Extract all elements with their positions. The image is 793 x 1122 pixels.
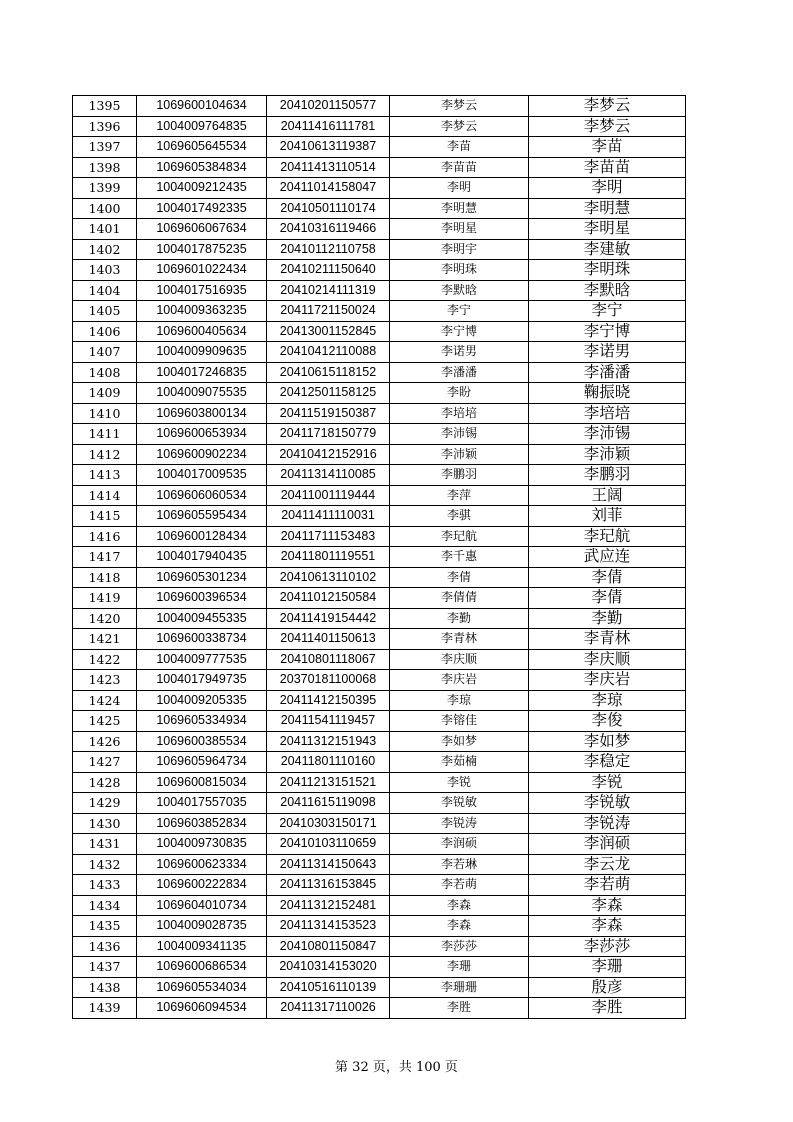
confirmed-name-cell: 李庆顺 xyxy=(529,649,686,670)
records-table xyxy=(72,95,686,1019)
table-row xyxy=(73,321,686,342)
row-number-cell: 1409 xyxy=(73,383,137,404)
exam-id-cell: 1004009075535 xyxy=(137,383,267,404)
registration-id-cell: 20411314150643 xyxy=(267,854,390,875)
confirmed-name-cell: 李苗 xyxy=(529,137,686,158)
registration-id-cell: 20411314153523 xyxy=(267,916,390,937)
registration-id-cell: 20411401150613 xyxy=(267,629,390,650)
row-number-cell: 1427 xyxy=(73,752,137,773)
registration-id-cell: 20410303150171 xyxy=(267,813,390,834)
confirmed-name-cell: 李诺男 xyxy=(529,342,686,363)
registration-id-cell: 20370181100068 xyxy=(267,670,390,691)
row-number-cell: 1400 xyxy=(73,198,137,219)
registration-id-cell: 20410516110139 xyxy=(267,977,390,998)
confirmed-name-cell: 李倩 xyxy=(529,588,686,609)
table-row xyxy=(73,834,686,855)
confirmed-name-cell: 李勤 xyxy=(529,608,686,629)
row-number-cell: 1430 xyxy=(73,813,137,834)
table-row xyxy=(73,547,686,568)
registration-id-cell: 20411801110160 xyxy=(267,752,390,773)
registered-name-cell: 李潘潘 xyxy=(390,362,529,383)
confirmed-name-cell: 李玘航 xyxy=(529,526,686,547)
table-row xyxy=(73,444,686,465)
exam-id-cell: 1069600128434 xyxy=(137,526,267,547)
registration-id-cell: 20410201150577 xyxy=(267,96,390,117)
registered-name-cell: 李宁博 xyxy=(390,321,529,342)
table-row xyxy=(73,96,686,117)
registration-id-cell: 20413001152845 xyxy=(267,321,390,342)
row-number-cell: 1426 xyxy=(73,731,137,752)
confirmed-name-cell: 李默晗 xyxy=(529,280,686,301)
registered-name-cell: 李茹楠 xyxy=(390,752,529,773)
confirmed-name-cell: 王阔 xyxy=(529,485,686,506)
exam-id-cell: 1004009455335 xyxy=(137,608,267,629)
confirmed-name-cell: 李沛颖 xyxy=(529,444,686,465)
exam-id-cell: 1069605534034 xyxy=(137,977,267,998)
exam-id-cell: 1069605301234 xyxy=(137,567,267,588)
table-row xyxy=(73,793,686,814)
registered-name-cell: 李锐涛 xyxy=(390,813,529,834)
exam-id-cell: 1069604010734 xyxy=(137,895,267,916)
row-number-cell: 1395 xyxy=(73,96,137,117)
registration-id-cell: 20410613110102 xyxy=(267,567,390,588)
table-row xyxy=(73,895,686,916)
registered-name-cell: 李萍 xyxy=(390,485,529,506)
confirmed-name-cell: 李潘潘 xyxy=(529,362,686,383)
row-number-cell: 1414 xyxy=(73,485,137,506)
confirmed-name-cell: 李森 xyxy=(529,895,686,916)
confirmed-name-cell: 李梦云 xyxy=(529,96,686,117)
registered-name-cell: 李鹏羽 xyxy=(390,465,529,486)
exam-id-cell: 1069603852834 xyxy=(137,813,267,834)
registered-name-cell: 李青林 xyxy=(390,629,529,650)
registration-id-cell: 20411001119444 xyxy=(267,485,390,506)
registration-id-cell: 20411711153483 xyxy=(267,526,390,547)
registration-id-cell: 20410501110174 xyxy=(267,198,390,219)
registered-name-cell: 李苗 xyxy=(390,137,529,158)
table-body xyxy=(73,96,686,1019)
table-row xyxy=(73,854,686,875)
row-number-cell: 1412 xyxy=(73,444,137,465)
registered-name-cell: 李倩倩 xyxy=(390,588,529,609)
table-row xyxy=(73,772,686,793)
table-row xyxy=(73,813,686,834)
registered-name-cell: 李若琳 xyxy=(390,854,529,875)
registered-name-cell: 李庆顺 xyxy=(390,649,529,670)
registered-name-cell: 李琼 xyxy=(390,690,529,711)
registered-name-cell: 李明珠 xyxy=(390,260,529,281)
registered-name-cell: 李莎莎 xyxy=(390,936,529,957)
registered-name-cell: 李千惠 xyxy=(390,547,529,568)
table-row xyxy=(73,342,686,363)
registered-name-cell: 李默晗 xyxy=(390,280,529,301)
registered-name-cell: 李如梦 xyxy=(390,731,529,752)
registered-name-cell: 李珊 xyxy=(390,957,529,978)
row-number-cell: 1418 xyxy=(73,567,137,588)
confirmed-name-cell: 李稳定 xyxy=(529,752,686,773)
row-number-cell: 1411 xyxy=(73,424,137,445)
registered-name-cell: 李骐 xyxy=(390,506,529,527)
registered-name-cell: 李玘航 xyxy=(390,526,529,547)
confirmed-name-cell: 李鹏羽 xyxy=(529,465,686,486)
registered-name-cell: 李沛颖 xyxy=(390,444,529,465)
table-row xyxy=(73,465,686,486)
registration-id-cell: 20412501158125 xyxy=(267,383,390,404)
exam-id-cell: 1069600385534 xyxy=(137,731,267,752)
registration-id-cell: 20410615118152 xyxy=(267,362,390,383)
row-number-cell: 1406 xyxy=(73,321,137,342)
confirmed-name-cell: 李锐敏 xyxy=(529,793,686,814)
confirmed-name-cell: 李胜 xyxy=(529,998,686,1019)
registration-id-cell: 20411615119098 xyxy=(267,793,390,814)
registered-name-cell: 李诺男 xyxy=(390,342,529,363)
registered-name-cell: 李梦云 xyxy=(390,96,529,117)
registration-id-cell: 20411314110085 xyxy=(267,465,390,486)
row-number-cell: 1396 xyxy=(73,116,137,137)
row-number-cell: 1436 xyxy=(73,936,137,957)
exam-id-cell: 1069601022434 xyxy=(137,260,267,281)
table-row xyxy=(73,301,686,322)
confirmed-name-cell: 李苗苗 xyxy=(529,157,686,178)
confirmed-name-cell: 李明 xyxy=(529,178,686,199)
registered-name-cell: 李明 xyxy=(390,178,529,199)
table-row xyxy=(73,998,686,1019)
registration-id-cell: 20411413110514 xyxy=(267,157,390,178)
registration-id-cell: 20411411110031 xyxy=(267,506,390,527)
table-row xyxy=(73,731,686,752)
registered-name-cell: 李梦云 xyxy=(390,116,529,137)
row-number-cell: 1438 xyxy=(73,977,137,998)
row-number-cell: 1432 xyxy=(73,854,137,875)
table-row xyxy=(73,588,686,609)
registered-name-cell: 李倩 xyxy=(390,567,529,588)
registered-name-cell: 李苗苗 xyxy=(390,157,529,178)
row-number-cell: 1439 xyxy=(73,998,137,1019)
row-number-cell: 1410 xyxy=(73,403,137,424)
confirmed-name-cell: 李珊 xyxy=(529,957,686,978)
exam-id-cell: 1069606060534 xyxy=(137,485,267,506)
registered-name-cell: 李沛锡 xyxy=(390,424,529,445)
table-row xyxy=(73,239,686,260)
table-row xyxy=(73,178,686,199)
row-number-cell: 1398 xyxy=(73,157,137,178)
registration-id-cell: 20411014158047 xyxy=(267,178,390,199)
confirmed-name-cell: 李建敏 xyxy=(529,239,686,260)
row-number-cell: 1423 xyxy=(73,670,137,691)
row-number-cell: 1428 xyxy=(73,772,137,793)
row-number-cell: 1422 xyxy=(73,649,137,670)
row-number-cell: 1437 xyxy=(73,957,137,978)
table-row xyxy=(73,690,686,711)
row-number-cell: 1421 xyxy=(73,629,137,650)
exam-id-cell: 1004009363235 xyxy=(137,301,267,322)
confirmed-name-cell: 李莎莎 xyxy=(529,936,686,957)
records-table-container xyxy=(72,95,685,1019)
exam-id-cell: 1069603800134 xyxy=(137,403,267,424)
registered-name-cell: 李锐敏 xyxy=(390,793,529,814)
table-row xyxy=(73,362,686,383)
row-number-cell: 1399 xyxy=(73,178,137,199)
registration-id-cell: 20411721150024 xyxy=(267,301,390,322)
registered-name-cell: 李珊珊 xyxy=(390,977,529,998)
exam-id-cell: 1069606067634 xyxy=(137,219,267,240)
exam-id-cell: 1069605645534 xyxy=(137,137,267,158)
exam-id-cell: 1069600396534 xyxy=(137,588,267,609)
table-row xyxy=(73,567,686,588)
confirmed-name-cell: 李森 xyxy=(529,916,686,937)
row-number-cell: 1401 xyxy=(73,219,137,240)
registration-id-cell: 20411419154442 xyxy=(267,608,390,629)
confirmed-name-cell: 李如梦 xyxy=(529,731,686,752)
registered-name-cell: 李胜 xyxy=(390,998,529,1019)
registration-id-cell: 20410613119387 xyxy=(267,137,390,158)
confirmed-name-cell: 李宁博 xyxy=(529,321,686,342)
row-number-cell: 1433 xyxy=(73,875,137,896)
table-row xyxy=(73,916,686,937)
exam-id-cell: 1004017246835 xyxy=(137,362,267,383)
registration-id-cell: 20410801118067 xyxy=(267,649,390,670)
exam-id-cell: 1004017940435 xyxy=(137,547,267,568)
registration-id-cell: 20411317110026 xyxy=(267,998,390,1019)
table-row xyxy=(73,424,686,445)
table-row xyxy=(73,198,686,219)
confirmed-name-cell: 刘菲 xyxy=(529,506,686,527)
registration-id-cell: 20410103110659 xyxy=(267,834,390,855)
exam-id-cell: 1069600405634 xyxy=(137,321,267,342)
exam-id-cell: 1069605384834 xyxy=(137,157,267,178)
confirmed-name-cell: 鞠振晓 xyxy=(529,383,686,404)
exam-id-cell: 1004009764835 xyxy=(137,116,267,137)
row-number-cell: 1424 xyxy=(73,690,137,711)
confirmed-name-cell: 李明珠 xyxy=(529,260,686,281)
row-number-cell: 1420 xyxy=(73,608,137,629)
row-number-cell: 1419 xyxy=(73,588,137,609)
confirmed-name-cell: 李庆岩 xyxy=(529,670,686,691)
registered-name-cell: 李润硕 xyxy=(390,834,529,855)
confirmed-name-cell: 李青林 xyxy=(529,629,686,650)
table-row xyxy=(73,403,686,424)
registered-name-cell: 李森 xyxy=(390,895,529,916)
registered-name-cell: 李若萌 xyxy=(390,875,529,896)
registration-id-cell: 20410412110088 xyxy=(267,342,390,363)
registration-id-cell: 20411519150387 xyxy=(267,403,390,424)
row-number-cell: 1404 xyxy=(73,280,137,301)
table-row xyxy=(73,957,686,978)
registration-id-cell: 20411416111781 xyxy=(267,116,390,137)
confirmed-name-cell: 李梦云 xyxy=(529,116,686,137)
table-row xyxy=(73,383,686,404)
exam-id-cell: 1069600623334 xyxy=(137,854,267,875)
exam-id-cell: 1069606094534 xyxy=(137,998,267,1019)
registration-id-cell: 20411316153845 xyxy=(267,875,390,896)
exam-id-cell: 1004017516935 xyxy=(137,280,267,301)
confirmed-name-cell: 李云龙 xyxy=(529,854,686,875)
registered-name-cell: 李明宇 xyxy=(390,239,529,260)
exam-id-cell: 1004009028735 xyxy=(137,916,267,937)
exam-id-cell: 1069600338734 xyxy=(137,629,267,650)
table-row xyxy=(73,526,686,547)
exam-id-cell: 1069600902234 xyxy=(137,444,267,465)
confirmed-name-cell: 李锐涛 xyxy=(529,813,686,834)
row-number-cell: 1416 xyxy=(73,526,137,547)
registered-name-cell: 李培培 xyxy=(390,403,529,424)
table-row xyxy=(73,752,686,773)
exam-id-cell: 1004017492335 xyxy=(137,198,267,219)
table-row xyxy=(73,875,686,896)
registered-name-cell: 李森 xyxy=(390,916,529,937)
exam-id-cell: 1069600222834 xyxy=(137,875,267,896)
registration-id-cell: 20411541119457 xyxy=(267,711,390,732)
exam-id-cell: 1069600686534 xyxy=(137,957,267,978)
registration-id-cell: 20411012150584 xyxy=(267,588,390,609)
row-number-cell: 1417 xyxy=(73,547,137,568)
exam-id-cell: 1069605595434 xyxy=(137,506,267,527)
table-row xyxy=(73,649,686,670)
registration-id-cell: 20410211150640 xyxy=(267,260,390,281)
registered-name-cell: 李明慧 xyxy=(390,198,529,219)
table-row xyxy=(73,629,686,650)
exam-id-cell: 1069600815034 xyxy=(137,772,267,793)
row-number-cell: 1397 xyxy=(73,137,137,158)
exam-id-cell: 1004009212435 xyxy=(137,178,267,199)
table-row xyxy=(73,137,686,158)
table-row xyxy=(73,608,686,629)
confirmed-name-cell: 李培培 xyxy=(529,403,686,424)
row-number-cell: 1407 xyxy=(73,342,137,363)
registration-id-cell: 20411412150395 xyxy=(267,690,390,711)
row-number-cell: 1402 xyxy=(73,239,137,260)
exam-id-cell: 1004017009535 xyxy=(137,465,267,486)
table-row xyxy=(73,219,686,240)
table-row xyxy=(73,506,686,527)
registration-id-cell: 20410801150847 xyxy=(267,936,390,957)
confirmed-name-cell: 李倩 xyxy=(529,567,686,588)
table-row xyxy=(73,485,686,506)
row-number-cell: 1408 xyxy=(73,362,137,383)
row-number-cell: 1434 xyxy=(73,895,137,916)
row-number-cell: 1413 xyxy=(73,465,137,486)
table-row xyxy=(73,936,686,957)
registered-name-cell: 李明星 xyxy=(390,219,529,240)
registered-name-cell: 李盼 xyxy=(390,383,529,404)
exam-id-cell: 1069605964734 xyxy=(137,752,267,773)
row-number-cell: 1415 xyxy=(73,506,137,527)
registration-id-cell: 20411312151943 xyxy=(267,731,390,752)
confirmed-name-cell: 李宁 xyxy=(529,301,686,322)
exam-id-cell: 1004017557035 xyxy=(137,793,267,814)
row-number-cell: 1435 xyxy=(73,916,137,937)
registered-name-cell: 李庆岩 xyxy=(390,670,529,691)
table-row xyxy=(73,260,686,281)
table-row xyxy=(73,116,686,137)
registration-id-cell: 20410314153020 xyxy=(267,957,390,978)
exam-id-cell: 1004009205335 xyxy=(137,690,267,711)
registered-name-cell: 李勤 xyxy=(390,608,529,629)
exam-id-cell: 1069600104634 xyxy=(137,96,267,117)
exam-id-cell: 1004009909635 xyxy=(137,342,267,363)
table-row xyxy=(73,280,686,301)
registration-id-cell: 20410112110758 xyxy=(267,239,390,260)
row-number-cell: 1429 xyxy=(73,793,137,814)
confirmed-name-cell: 李锐 xyxy=(529,772,686,793)
registered-name-cell: 李锐 xyxy=(390,772,529,793)
confirmed-name-cell: 殷彦 xyxy=(529,977,686,998)
exam-id-cell: 1004009341135 xyxy=(137,936,267,957)
confirmed-name-cell: 李沛锡 xyxy=(529,424,686,445)
registered-name-cell: 李宁 xyxy=(390,301,529,322)
confirmed-name-cell: 李润硕 xyxy=(529,834,686,855)
exam-id-cell: 1004017875235 xyxy=(137,239,267,260)
confirmed-name-cell: 李明慧 xyxy=(529,198,686,219)
registered-name-cell: 李镕佳 xyxy=(390,711,529,732)
registration-id-cell: 20410214111319 xyxy=(267,280,390,301)
row-number-cell: 1431 xyxy=(73,834,137,855)
registration-id-cell: 20411801119551 xyxy=(267,547,390,568)
registration-id-cell: 20410412152916 xyxy=(267,444,390,465)
confirmed-name-cell: 李琼 xyxy=(529,690,686,711)
page-footer: 第 32 页，共 100 页 xyxy=(335,1060,458,1075)
exam-id-cell: 1004017949735 xyxy=(137,670,267,691)
table-row xyxy=(73,157,686,178)
table-row xyxy=(73,977,686,998)
confirmed-name-cell: 李明星 xyxy=(529,219,686,240)
registration-id-cell: 20411718150779 xyxy=(267,424,390,445)
exam-id-cell: 1004009777535 xyxy=(137,649,267,670)
row-number-cell: 1425 xyxy=(73,711,137,732)
exam-id-cell: 1004009730835 xyxy=(137,834,267,855)
exam-id-cell: 1069600653934 xyxy=(137,424,267,445)
confirmed-name-cell: 李俊 xyxy=(529,711,686,732)
row-number-cell: 1405 xyxy=(73,301,137,322)
exam-id-cell: 1069605334934 xyxy=(137,711,267,732)
registration-id-cell: 20410316119466 xyxy=(267,219,390,240)
registration-id-cell: 20411213151521 xyxy=(267,772,390,793)
confirmed-name-cell: 武应连 xyxy=(529,547,686,568)
registration-id-cell: 20411312152481 xyxy=(267,895,390,916)
table-row xyxy=(73,711,686,732)
row-number-cell: 1403 xyxy=(73,260,137,281)
confirmed-name-cell: 李若萌 xyxy=(529,875,686,896)
table-row xyxy=(73,670,686,691)
